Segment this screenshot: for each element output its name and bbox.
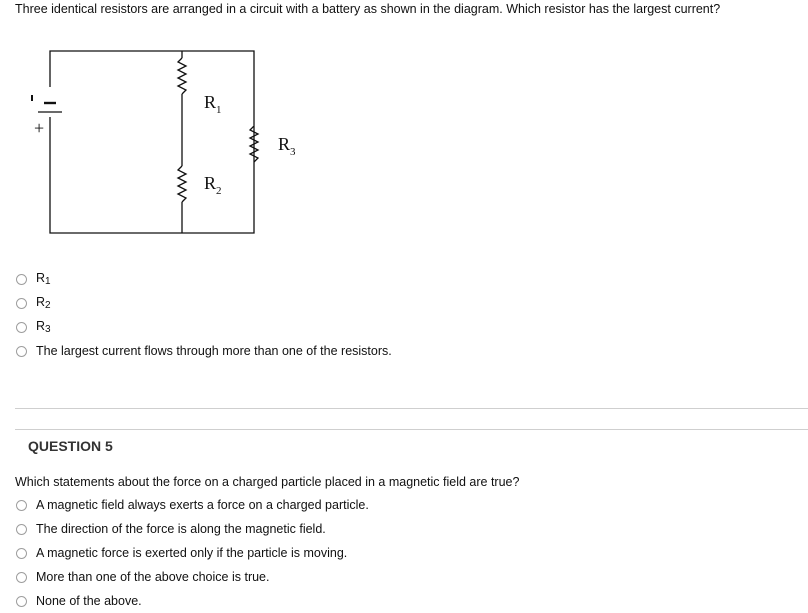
radio-button[interactable]: [16, 572, 27, 583]
resistor-r2-zigzag: [178, 166, 186, 202]
option-label: $R_2$: [36, 295, 51, 311]
resistor-r2-label: $R_2$: [204, 173, 222, 197]
option-label: $R_1$: [36, 271, 51, 287]
resistor-r3-zigzag: [250, 126, 258, 162]
option-r2[interactable]: [16, 291, 392, 315]
question-1-text: Three identical resistors are arranged in a circuit with a battery as shown in the diagram. Which resistor has the largest current?: [15, 2, 721, 16]
option-label: None of the above.: [36, 594, 142, 608]
question-5-options: [16, 493, 369, 613]
option-more-than-one-true[interactable]: [16, 565, 369, 589]
option-label: $R_3$: [36, 319, 51, 335]
option-label: More than one of the above choice is true.: [36, 570, 270, 584]
option-none[interactable]: [16, 589, 369, 613]
circuit-diagram: [20, 40, 320, 240]
radio-button[interactable]: [16, 346, 27, 357]
battery-plus-sign: +: [34, 118, 45, 138]
option-force-along-field[interactable]: [16, 517, 369, 541]
option-label: A magnetic force is exerted only if the particle is moving.: [36, 546, 348, 560]
radio-button[interactable]: [16, 298, 27, 309]
radio-button[interactable]: [16, 322, 27, 333]
option-label: A magnetic field always exerts a force on a charged particle.: [36, 498, 369, 512]
resistor-r3-label: $R_3$: [278, 134, 296, 158]
radio-button[interactable]: [16, 596, 27, 607]
option-always-force[interactable]: [16, 493, 369, 517]
radio-button[interactable]: [16, 524, 27, 535]
question-5-heading: QUESTION 5: [28, 438, 113, 454]
option-label: The direction of the force is along the magnetic field.: [36, 522, 326, 536]
radio-button[interactable]: [16, 548, 27, 559]
option-only-if-moving[interactable]: [16, 541, 369, 565]
circuit-wire-left: [50, 51, 254, 233]
question-1-options: [16, 267, 392, 363]
option-label: The largest current flows through more than one of the resistors.: [36, 344, 392, 358]
option-r1[interactable]: [16, 267, 392, 291]
resistor-r1-label: $R_1$: [204, 92, 222, 116]
option-more-than-one[interactable]: [16, 339, 392, 363]
resistor-r1-zigzag: [178, 58, 186, 94]
radio-button[interactable]: [16, 274, 27, 285]
question-separator: [15, 408, 808, 430]
radio-button[interactable]: [16, 500, 27, 511]
question-5-text: Which statements about the force on a charged particle placed in a magnetic field are true?: [15, 475, 520, 489]
option-r3[interactable]: [16, 315, 392, 339]
